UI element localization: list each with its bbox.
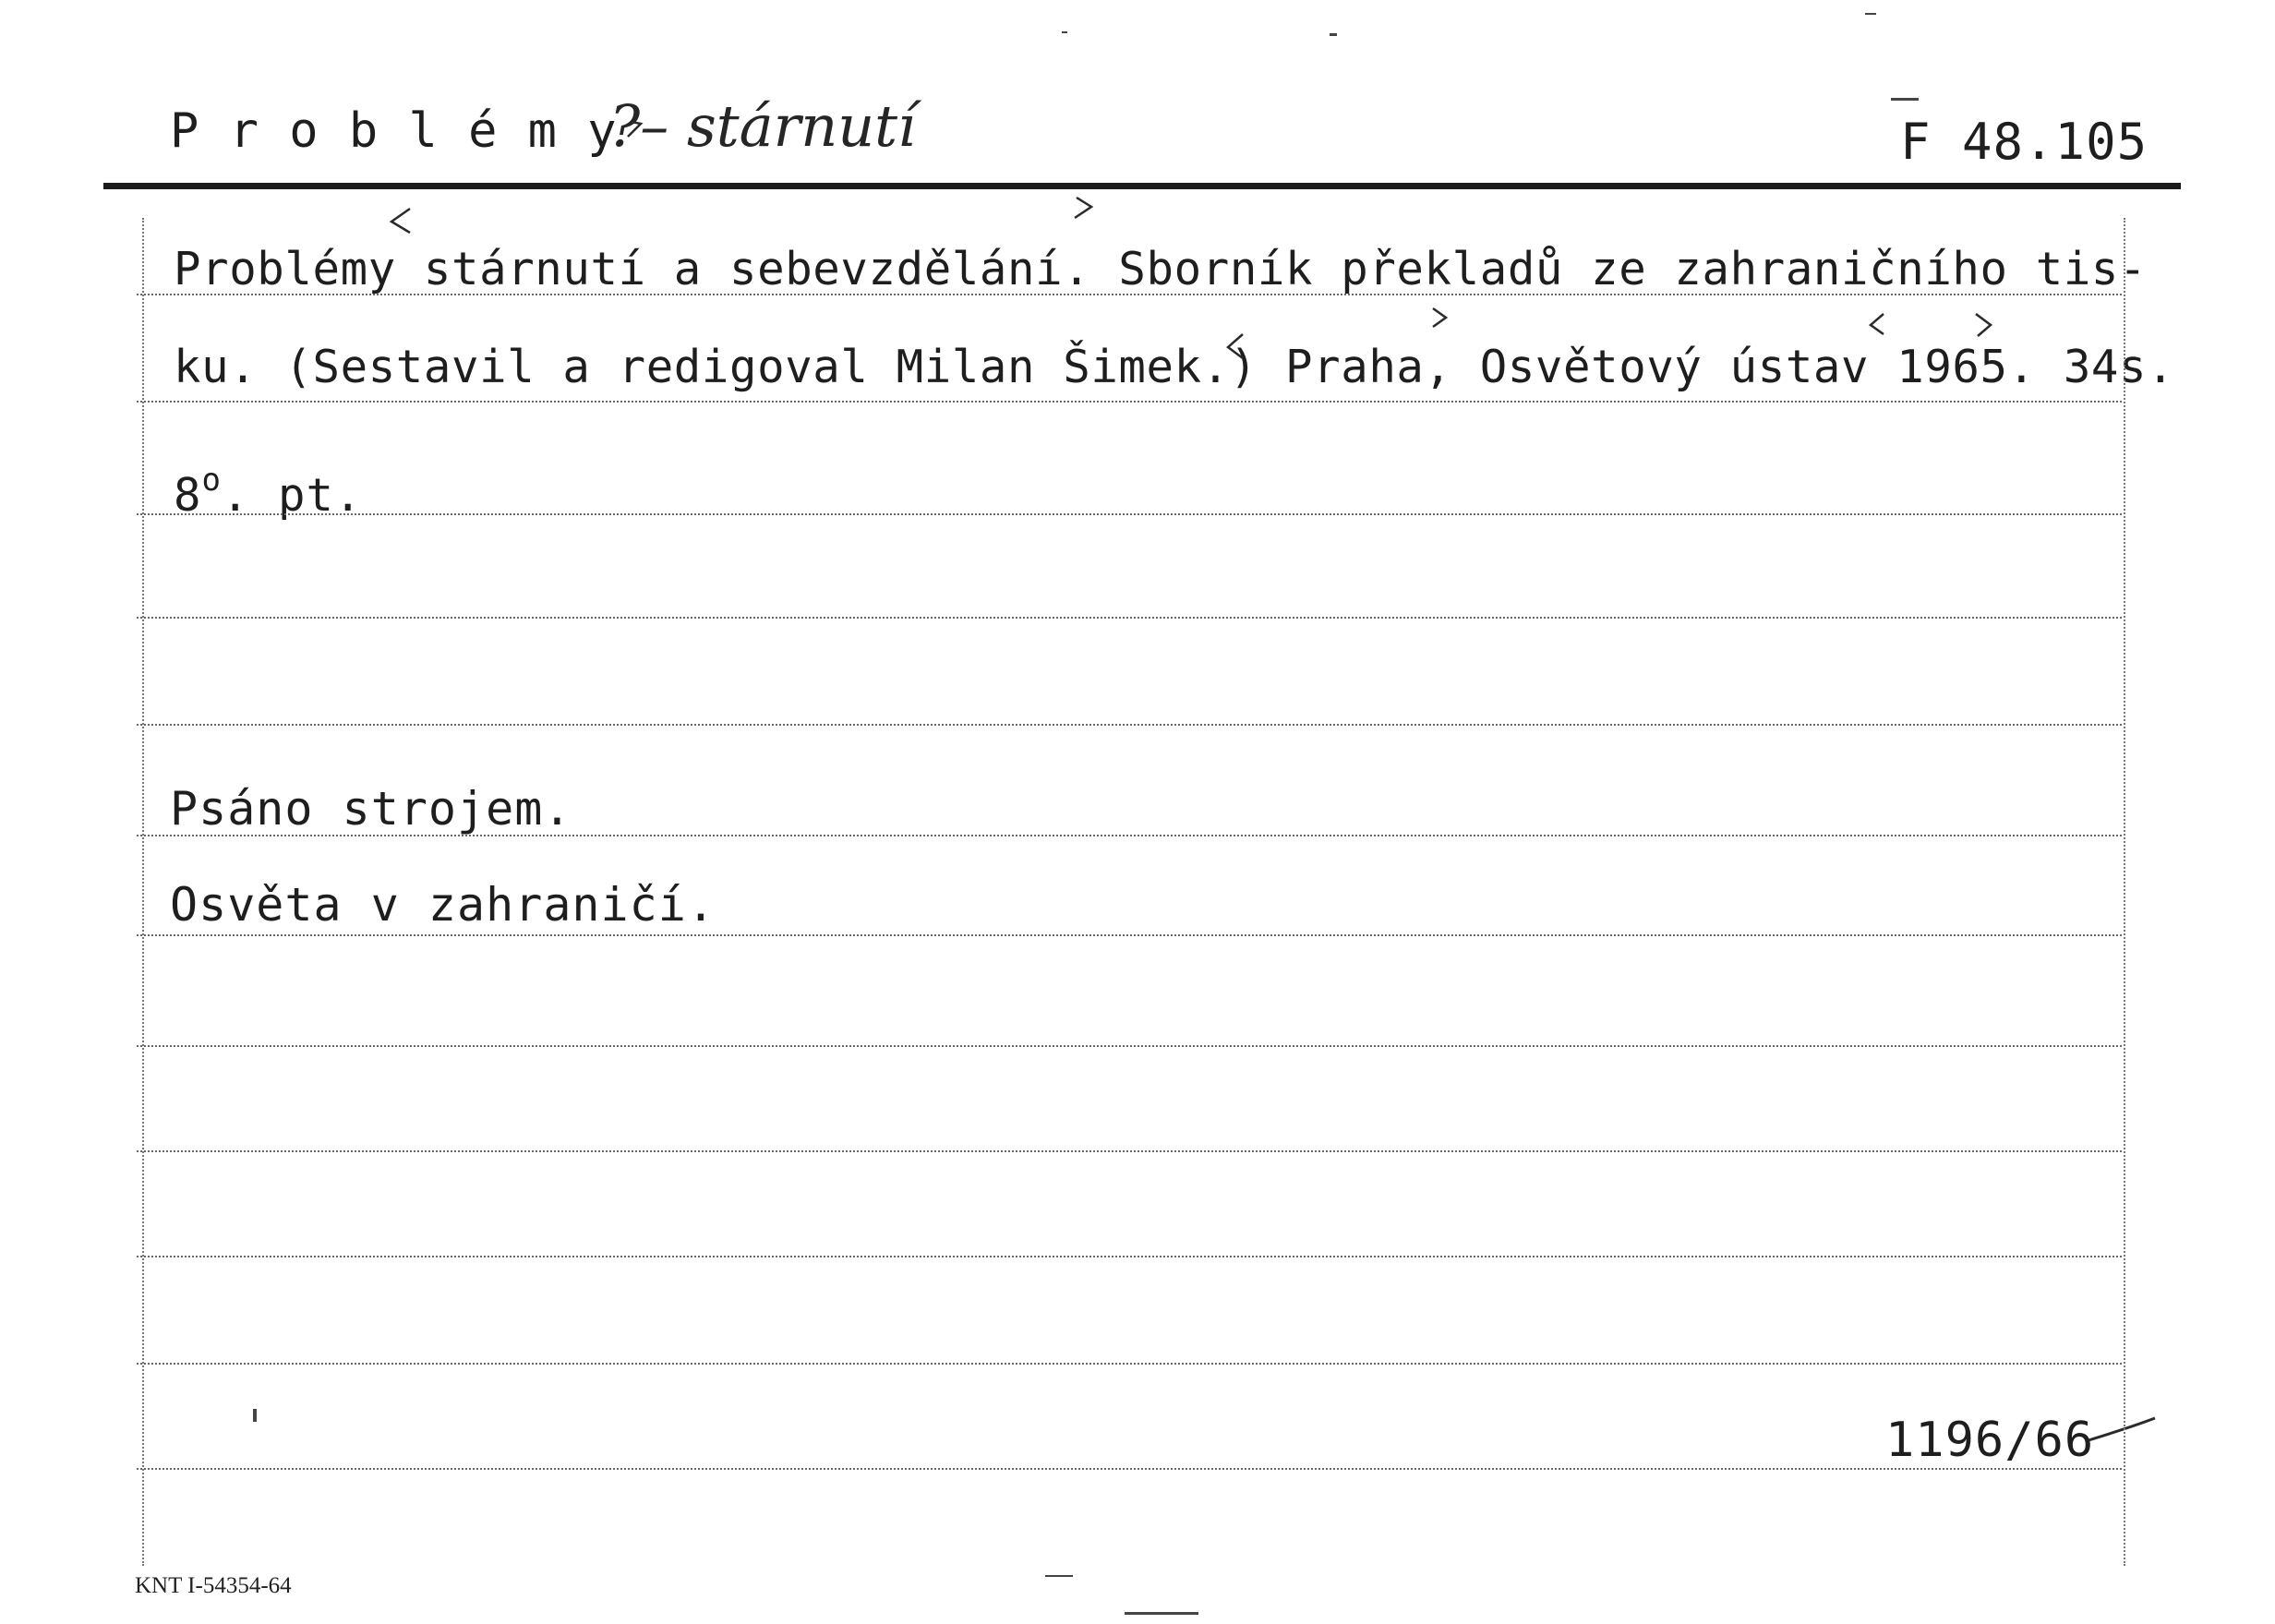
- handwritten-annotation: ?– stárnutí: [609, 92, 916, 160]
- guide-line: [137, 835, 2122, 836]
- shelfmark: F 48.105: [1900, 113, 2149, 171]
- card-heading: P r o b l é m y: [170, 103, 618, 159]
- guide-line: [137, 1150, 2122, 1152]
- accession-number: 1196/66: [1885, 1413, 2095, 1468]
- format-size: 8: [174, 469, 202, 522]
- guide-line: [137, 724, 2122, 726]
- accession-pen-stroke: [2085, 1413, 2159, 1450]
- guide-line: [137, 1363, 2122, 1365]
- guide-line: [137, 617, 2122, 619]
- entry-line-2: ku. (Sestavil a redigoval Milan Šimek.) Praha, Osvětový ústav 1965. 34s.: [174, 341, 2175, 393]
- right-margin-line: [2124, 218, 2125, 1566]
- printer-imprint: KNT I-54354-64: [135, 1573, 292, 1598]
- guide-line: [137, 513, 2122, 515]
- header-rule: [103, 183, 2181, 189]
- guide-line: [137, 1045, 2122, 1047]
- guide-line: [137, 1256, 2122, 1257]
- left-margin-line: [142, 218, 144, 1566]
- entry-line-1: Problémy stárnutí a sebevzdělání. Sborník překladů ze zahraničního tis-: [174, 243, 2148, 295]
- note-subject: Osvěta v zahraničí.: [170, 878, 716, 932]
- guide-line: [137, 294, 2122, 295]
- guide-line: [137, 401, 2122, 403]
- format-degree: o: [201, 462, 222, 499]
- note-typescript: Psáno strojem.: [170, 782, 572, 836]
- format-suffix: . pt.: [222, 469, 363, 522]
- guide-line: [137, 1468, 2122, 1470]
- guide-line: [137, 934, 2122, 936]
